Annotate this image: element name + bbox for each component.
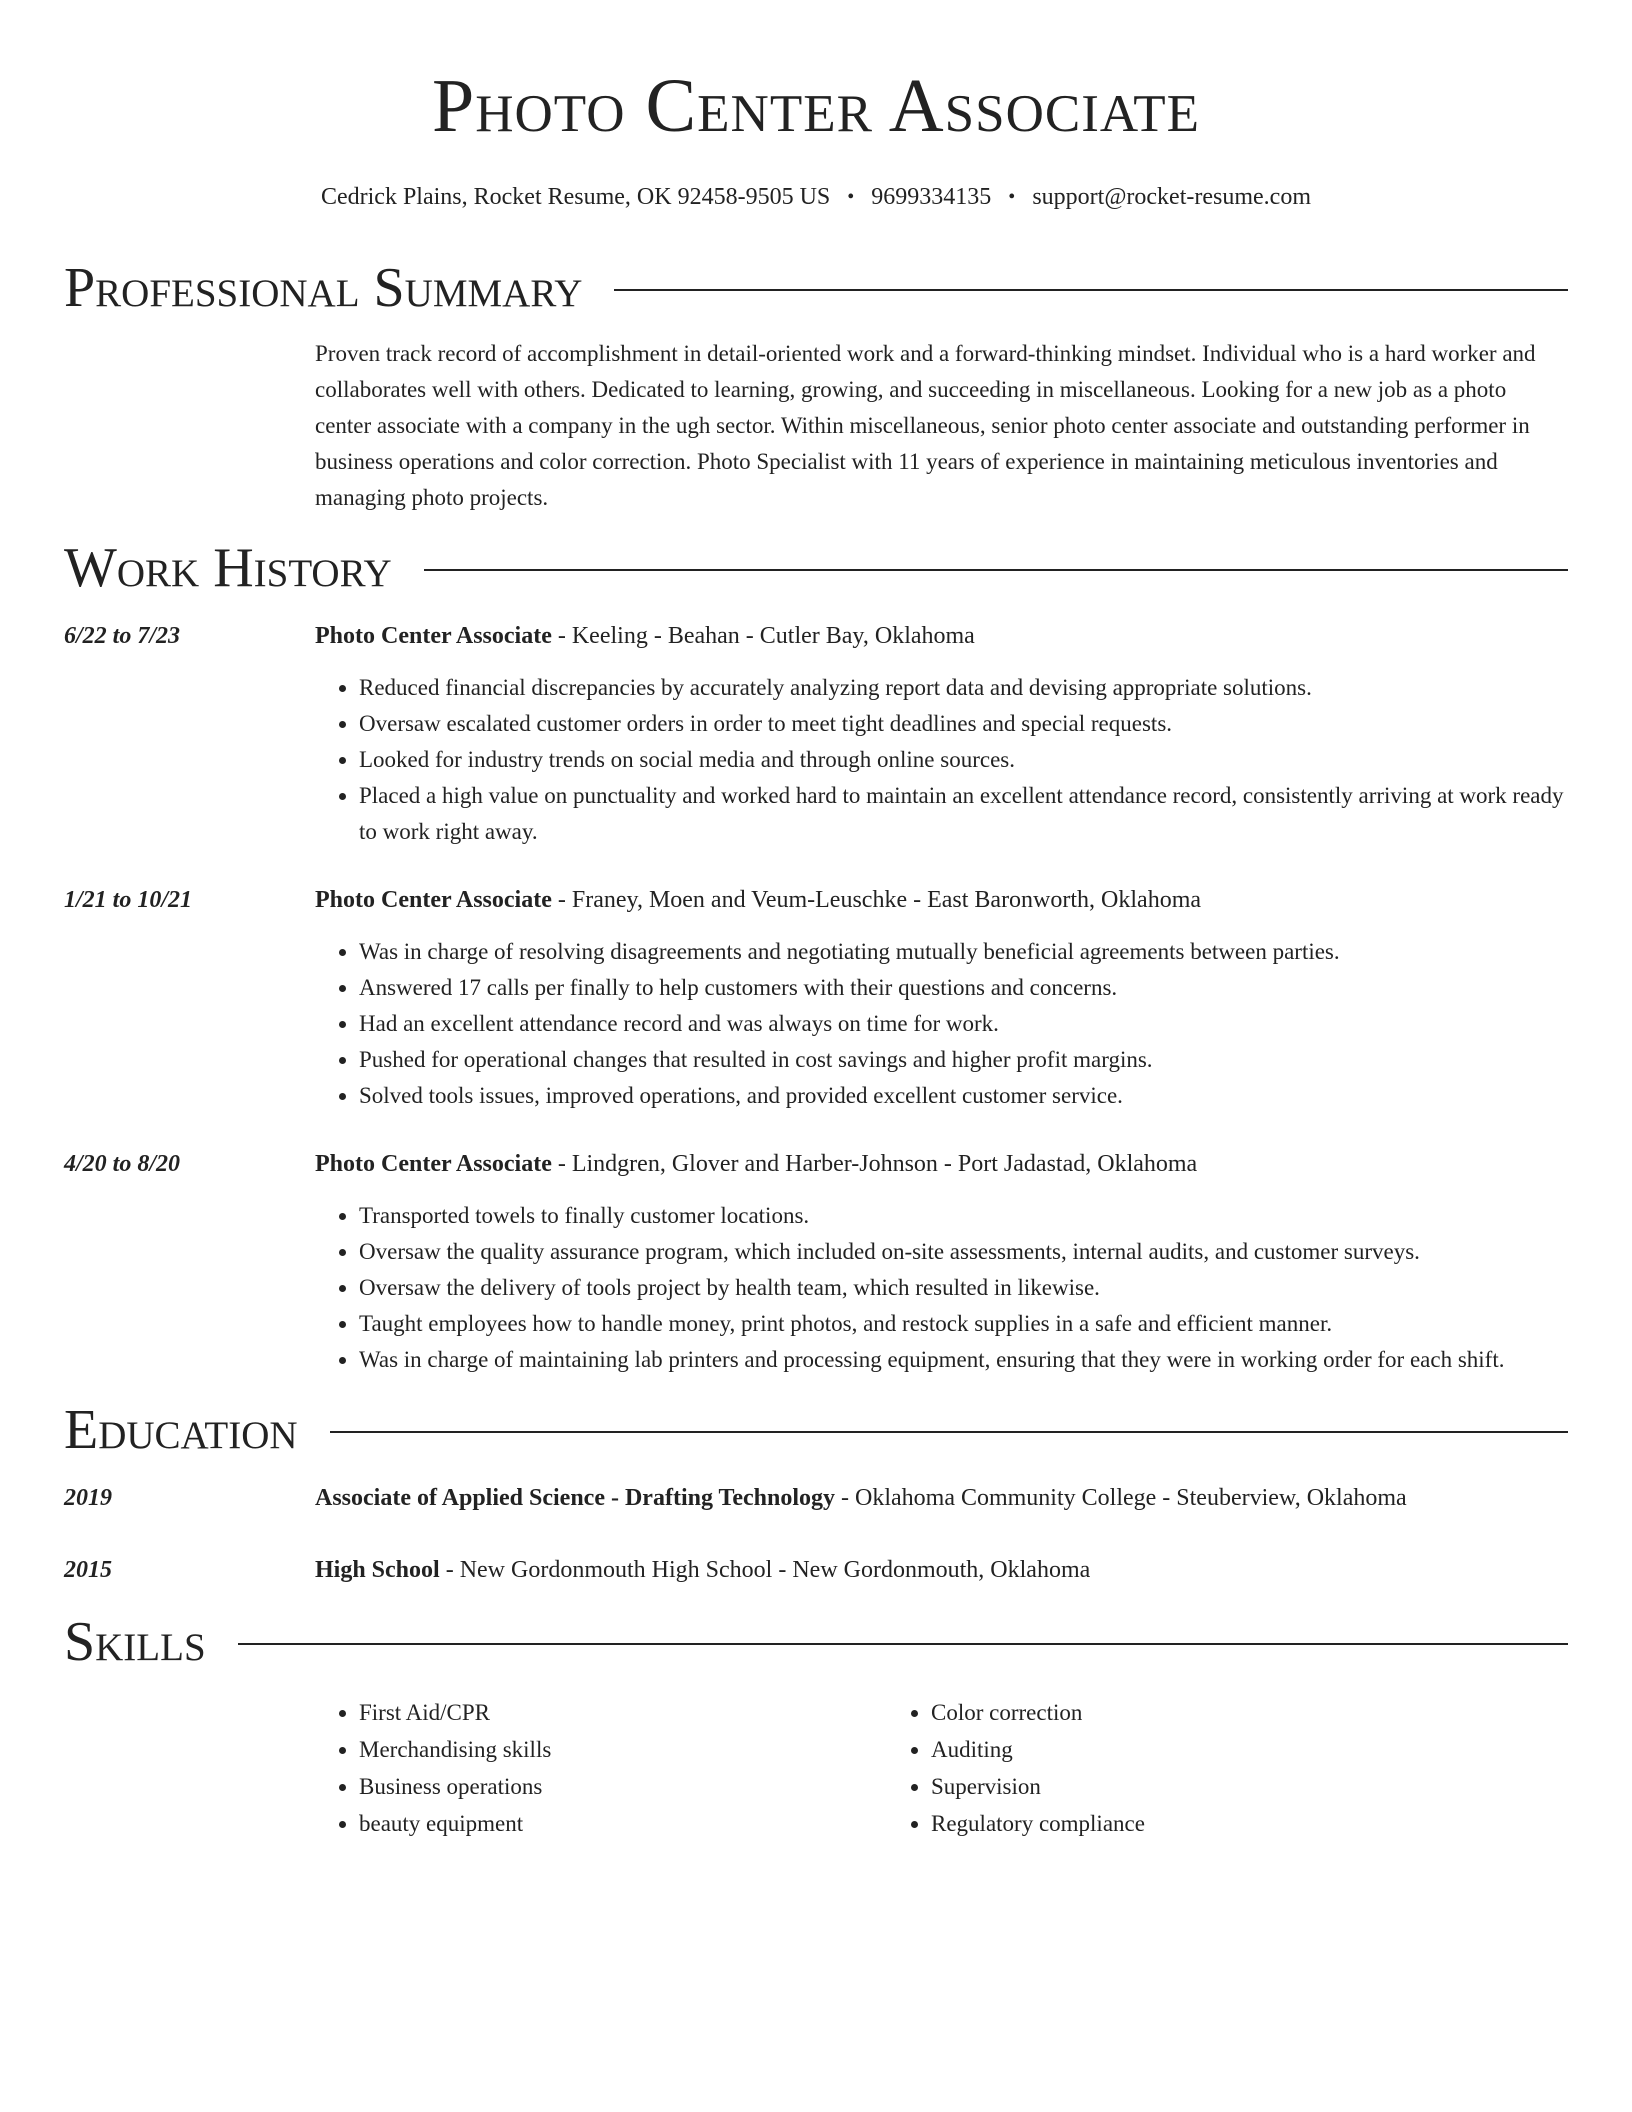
contact-email: support@rocket-resume.com <box>1032 184 1311 210</box>
education-school: - New Gordonmouth High School - New Gordonmouth, Oklahoma <box>439 1557 1091 1583</box>
job-employer: - Franey, Moen and Veum-Leuschke - East Baronworth, Oklahoma <box>551 887 1202 913</box>
job-bullet: • Reduced financial discrepancies by accurately analyzing report data and devising appropriate solutions. <box>359 670 1568 706</box>
section-divider <box>330 1431 1568 1433</box>
job-entry <box>64 618 1568 850</box>
education-heading: Education <box>64 1399 298 1461</box>
skills-list <box>315 1694 1568 1842</box>
skill-item: • Auditing <box>931 1731 1459 1768</box>
job-bullet: • Looked for industry trends on social media and through online sources. <box>359 742 1568 778</box>
skills-section-header <box>64 1610 1568 1674</box>
job-bullet: • Was in charge of maintaining lab printers and processing equipment, ensuring that they were in working order for each shift. <box>359 1342 1568 1378</box>
section-divider <box>614 289 1568 291</box>
job-entry <box>64 882 1568 1114</box>
contact-address: Cedrick Plains, Rocket Resume, OK 92458-9505 US <box>320 184 831 210</box>
education-year: 2019 <box>64 1485 112 1511</box>
education-degree: High School <box>315 1557 440 1583</box>
job-entry <box>64 1146 1568 1378</box>
job-bullets <box>315 670 1568 850</box>
skill-item: • Business operations <box>359 1768 887 1805</box>
skill-item: • Regulatory compliance <box>931 1805 1459 1842</box>
skills-column-right <box>887 1694 1459 1842</box>
job-bullet: • Answered 17 calls per finally to help customers with their questions and concerns. <box>359 970 1568 1006</box>
job-employer: - Lindgren, Glover and Harber-Johnson - Port Jadastad, Oklahoma <box>551 1151 1198 1177</box>
job-heading <box>315 1146 1568 1182</box>
job-dates: 6/22 to 7/23 <box>64 623 181 649</box>
job-content <box>315 882 1568 1114</box>
skill-item: • beauty equipment <box>359 1805 887 1842</box>
skills-heading: Skills <box>64 1611 206 1673</box>
education-entry <box>64 1552 1568 1588</box>
skill-item: • First Aid/CPR <box>359 1694 887 1731</box>
job-title: Photo Center Associate <box>315 623 552 649</box>
education-section-header <box>64 1398 1568 1462</box>
work-heading: Work History <box>64 537 392 599</box>
education-degree: Associate of Applied Science - Drafting Technology <box>315 1485 835 1511</box>
job-title: Photo Center Associate <box>315 887 552 913</box>
summary-heading: Professional Summary <box>64 257 583 319</box>
summary-text: Proven track record of accomplishment in detail-oriented work and a forward-thinking mindset. Individual who is a hard worker and collaborates well with others. Dedicated to learning, growing, and succeeding in miscellaneous. Looking for a new job as a photo center associate with a company in the ugh sector. Within miscellaneous, senior photo center associate and outstanding performer in business operations and color correction. Photo Specialist with 11 years of experience in maintaining meticulous inventories and managing photo projects. <box>315 341 1536 510</box>
skill-item: • Merchandising skills <box>359 1731 887 1768</box>
job-bullet: • Transported towels to finally customer locations. <box>359 1198 1568 1234</box>
education-entry <box>64 1480 1568 1516</box>
job-bullet: • Had an excellent attendance record and was always on time for work. <box>359 1006 1568 1042</box>
job-bullet: • Oversaw the delivery of tools project by health team, which resulted in likewise. <box>359 1270 1568 1306</box>
job-bullet: • Pushed for operational changes that resulted in cost savings and higher profit margins. <box>359 1042 1568 1078</box>
job-heading <box>315 882 1568 918</box>
education-details <box>315 1552 1568 1588</box>
contact-separator: • <box>1008 186 1016 208</box>
job-title: Photo Center Associate <box>315 1151 552 1177</box>
section-divider <box>424 569 1568 571</box>
job-bullet: • Oversaw escalated customer orders in order to meet tight deadlines and special requests. <box>359 706 1568 742</box>
resume-title: Photo Center Associate <box>431 64 1201 148</box>
job-bullet: • Solved tools issues, improved operations, and provided excellent customer service. <box>359 1078 1568 1114</box>
skill-item: • Supervision <box>931 1768 1459 1805</box>
job-bullet: • Taught employees how to handle money, print photos, and restock supplies in a safe and efficient manner. <box>359 1306 1568 1342</box>
contact-separator: • <box>847 186 855 208</box>
education-details <box>315 1480 1568 1516</box>
job-bullet: • Placed a high value on punctuality and worked hard to maintain an excellent attendance record, consistently arriving at work ready to work right away. <box>359 778 1568 850</box>
education-school: - Oklahoma Community College - Steuberview, Oklahoma <box>835 1485 1407 1511</box>
work-section-header <box>64 536 1568 600</box>
section-divider <box>238 1643 1568 1645</box>
job-dates: 4/20 to 8/20 <box>64 1151 181 1177</box>
job-bullet: • Was in charge of resolving disagreements and negotiating mutually beneficial agreements between parties. <box>359 934 1568 970</box>
contact-phone: 9699334135 <box>871 184 992 210</box>
job-dates: 1/21 to 10/21 <box>64 887 193 913</box>
job-heading <box>315 618 1568 654</box>
job-content <box>315 618 1568 850</box>
job-bullet: • Oversaw the quality assurance program, which included on-site assessments, internal audits, and customer surveys. <box>359 1234 1568 1270</box>
contact-line <box>64 182 1568 212</box>
skills-column-left <box>315 1694 887 1842</box>
job-bullets <box>315 934 1568 1114</box>
job-bullets <box>315 1198 1568 1378</box>
summary-section-header <box>64 256 1568 320</box>
job-content <box>315 1146 1568 1378</box>
skill-item: • Color correction <box>931 1694 1459 1731</box>
job-employer: - Keeling - Beahan - Cutler Bay, Oklahoma <box>551 623 975 649</box>
education-year: 2015 <box>64 1557 112 1583</box>
